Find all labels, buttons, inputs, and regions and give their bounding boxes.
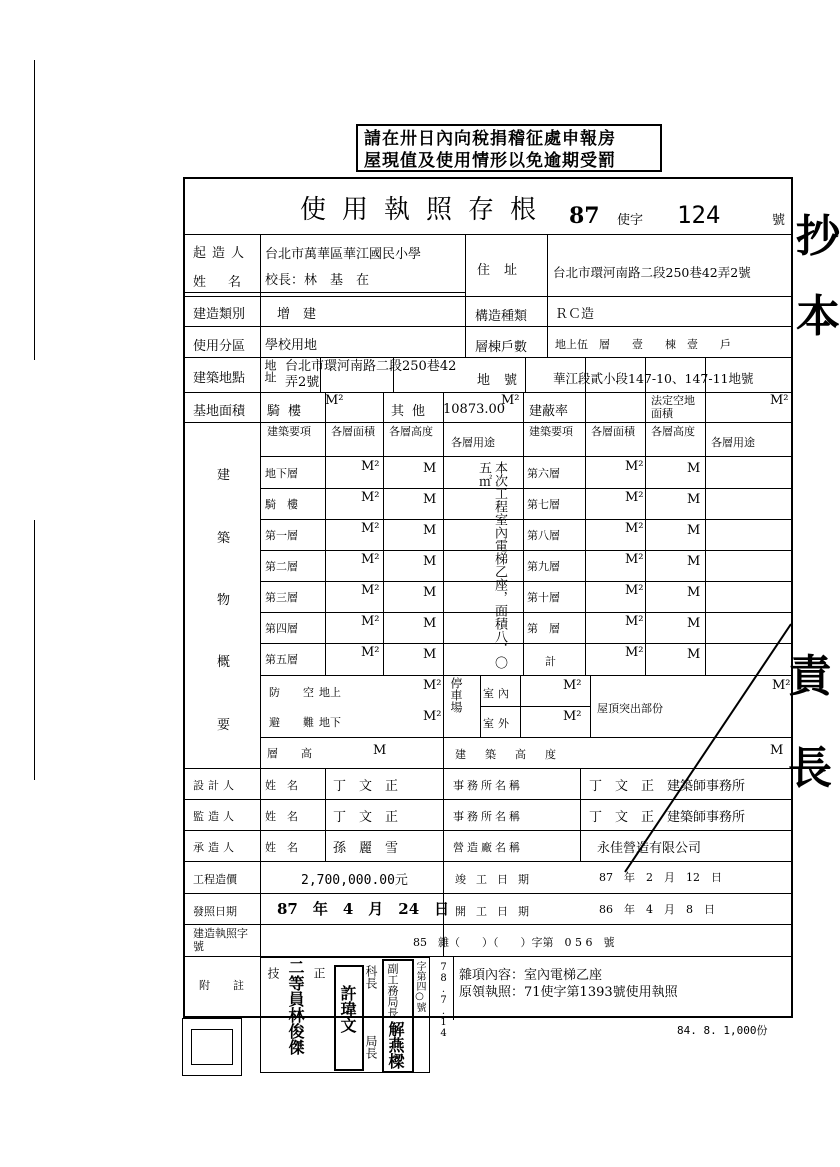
form-title: 使用執照存根 [300,195,553,225]
row-label: 第二層 [265,560,298,573]
contractor-label: 承造人 [193,841,238,854]
unit: M² [772,678,791,693]
stamp-date: 78.7.14 [438,962,449,1039]
row-label: 第七層 [527,498,560,511]
zone-label: 使用分區 [193,339,246,354]
margin-glyph: 抄 [796,211,840,262]
cost: 2,700,000.00元 [301,873,408,888]
stamp-section-chief: 科長 [364,965,378,989]
coverage-label: 建蔽率 [529,404,569,419]
roof-label: 屋頂突出部份 [597,702,663,715]
owner-name-label: 姓名 [193,275,264,290]
hdr-area: 各層面積 [331,425,375,438]
unit: M [687,461,701,476]
location-label: 建築地點 [193,371,246,386]
stamp-zheng: 正 [312,967,326,979]
row-label: 第三層 [265,591,298,604]
office-label: 事務所名稱 [453,779,523,792]
stamp-officer: 許瑋文 [338,985,357,1033]
supervisor-name: 丁 文 正 [333,810,399,825]
outdoor-label: 室外 [483,717,513,730]
name-label: 姓 名 [265,810,298,823]
start-date: 86 年 4 月 8 日 [599,903,715,916]
parking-label: 停車場 [449,677,463,713]
owner-address: 台北市環河南路二段250巷42弄2號 [553,265,751,280]
cancel-diagonal [605,624,795,874]
civil-label-1: 防 空 [269,686,320,699]
location-prefix: 地址 [263,359,277,383]
address-label: 住址 [477,263,532,278]
issue-date: 87 年 4 月 24 日 [277,900,450,918]
unit: M [423,492,437,507]
hdr-item-r: 建築要項 [529,425,573,438]
permit-number: 124 [677,201,721,229]
structure: ＲＣ造 [555,307,595,322]
row-label: 第四層 [265,622,298,635]
unit: M [423,523,437,538]
unit: M [770,743,784,758]
complete-label: 竣工日期 [455,873,539,886]
permit-hao: 號 [772,213,786,228]
lot-label: 地號 [477,373,532,388]
unit: M² [361,490,380,505]
legal-open-unit: M² [770,393,789,408]
side-label: 概 [217,655,231,670]
owner-name: 台北市萬華區華江國民小學 [265,247,422,262]
hdr-use-r: 各層用途 [711,436,755,449]
unit: M [687,647,701,662]
remarks-label: 附 註 [199,979,250,992]
name-label: 姓 名 [265,779,298,792]
unit: M² [423,709,442,724]
build-type-label: 建造類別 [193,307,246,322]
row-label: 地下層 [265,467,298,480]
unit: M² [361,552,380,567]
contractor-name: 孫 麗 雪 [333,841,399,856]
unit: M² [423,678,442,693]
unit: M² [625,552,644,567]
hdr-height-r: 各層高度 [651,425,695,438]
legal-open-label: 法定空地面積 [651,394,695,420]
build-type: 增 建 [277,307,317,322]
other-label: 其他 [391,404,434,419]
notice-line-1: 請在卅日內向稅捐稽征處申報房 [364,129,616,149]
unit: M² [361,459,380,474]
civil-label-2: 避 難 [269,716,320,729]
unit: M [423,554,437,569]
row-label: 計 [545,655,556,668]
unit: M [423,616,437,631]
civil-below: 地下 [319,716,341,729]
margin-line [34,60,35,360]
unit: M [687,585,701,600]
other-area: 10873.00 [443,402,506,417]
unit: M² [625,583,644,598]
location: 台北市環河南路二段250巷42弄2號 [285,359,457,390]
office-label: 事務所名稱 [453,810,523,823]
unit: M [687,492,701,507]
signature-stamps [258,955,433,1075]
margin-glyph: 本 [796,291,840,342]
owner-label: 起造人 [193,246,251,261]
floors-label: 層棟戶數 [475,340,528,355]
zone: 學校用地 [265,338,318,353]
unit: M² [563,678,582,693]
unit: M² [361,614,380,629]
supervisor-office: 丁 文 正 建築師事務所 [589,810,746,825]
hdr-item: 建築要項 [267,425,311,438]
use-note: 本次工程室內電梯乙座，面積八．〇五㎡ [476,461,507,669]
stamp-clerk: 二等員林俊傑 [286,959,305,1055]
designer-office: 丁 文 正 建築師事務所 [589,779,746,794]
complete-date: 87 年 2 月 12 日 [599,871,722,884]
remarks-line-2: 原領執照：71使字第1393號使用執照 [459,985,678,1000]
unit: M² [625,614,644,629]
arcade-unit: M² [325,393,344,408]
stamp-deputy-name: 解燕樑 [386,1021,405,1069]
permit-number-ref: 85 雜（ ）（ ）字第 0 5 6 號 [413,936,615,949]
row-label: 第一層 [265,529,298,542]
name-label: 姓 名 [265,841,298,854]
unit: M² [563,709,582,724]
row-label: 第 層 [527,622,560,635]
row-label: 第五層 [265,653,298,666]
permit-label: 建造執照字號 [193,927,248,953]
unit: M² [361,645,380,660]
stamp-deputy: 副工務局長 [386,963,399,1018]
unit: M² [625,521,644,536]
area-label: 基地面積 [193,404,246,419]
storey-height-label: 層 高 [267,747,318,760]
remarks-line-1: 雜項內容：室內電梯乙座 [459,968,603,983]
row-label: 第十層 [527,591,560,604]
designer-label: 設計人 [193,779,238,792]
owner-principal: 校長：林 基 在 [265,273,370,288]
unit: M [423,461,437,476]
unit: M [373,743,387,758]
unit: M² [361,521,380,536]
permit-form [183,177,793,1018]
hdr-height: 各層高度 [389,425,433,438]
designer-name: 丁 文 正 [333,779,399,794]
arcade-label: 騎樓 [267,404,310,419]
supervisor-label: 監造人 [193,810,238,823]
unit: M² [625,490,644,505]
structure-label: 構造種類 [475,309,528,324]
floors: 地上伍 層 壹 棟 壹 戶 [555,338,731,351]
building-height-label: 建 築 高 度 [455,748,560,761]
notice-stamp [356,124,662,172]
indoor-label: 室內 [483,687,513,700]
filing-box [182,1018,242,1076]
unit: M [687,523,701,538]
row-label: 騎 樓 [265,498,298,511]
unit: M [687,616,701,631]
contractor-firm: 永佳營造有限公司 [597,841,702,856]
side-label: 建 [217,468,231,483]
row-label: 第八層 [527,529,560,542]
stamp-tech: 技 [266,967,280,979]
hdr-use: 各層用途 [451,436,495,449]
unit: M² [625,459,644,474]
civil-above: 地上 [319,686,341,699]
margin-glyph: 責 [788,651,832,702]
notice-line-2: 屋現值及使用情形以免逾期受罰 [364,151,616,171]
start-label: 開工日期 [455,905,539,918]
firm-label: 營造廠名稱 [453,841,523,854]
issue-label: 發照日期 [193,905,237,918]
stamp-director: 局長 [364,1035,378,1059]
side-label: 物 [217,593,231,608]
permit-year: 87 [569,203,600,229]
side-label: 築 [217,531,231,546]
unit: M [423,585,437,600]
lot: 華江段貳小段147-10、147-11地號 [553,371,754,386]
print-run: 84. 8. 1,000份 [677,1024,768,1037]
row-label: 第六層 [527,467,560,480]
margin-line [34,520,35,780]
stamp-ref: 字第四○號 [414,961,425,1012]
side-label: 要 [217,718,231,733]
unit: M² [625,645,644,660]
other-unit: M² [501,393,520,408]
cost-label: 工程造價 [193,873,237,886]
unit: M [423,647,437,662]
permit-zi: 使字 [617,213,644,228]
hdr-area-r: 各層面積 [591,425,635,438]
row-label: 第九層 [527,560,560,573]
unit: M [687,554,701,569]
margin-glyph: 長 [788,743,832,794]
unit: M² [361,583,380,598]
